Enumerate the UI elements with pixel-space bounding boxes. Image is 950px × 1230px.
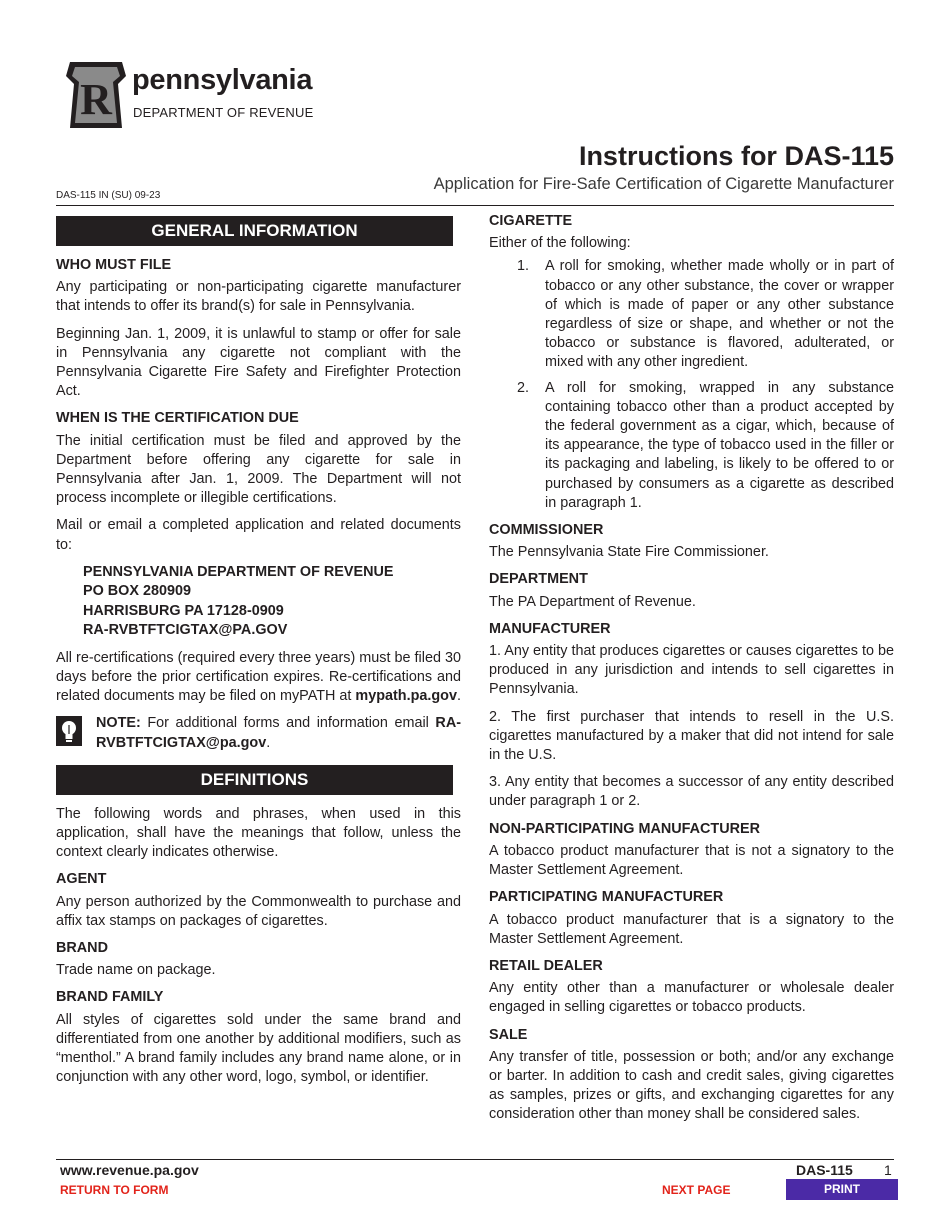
- footer-form-id: DAS-115: [796, 1162, 853, 1178]
- address-line: PENNSYLVANIA DEPARTMENT OF REVENUE: [83, 563, 394, 580]
- department-definition: The PA Department of Revenue.: [489, 593, 696, 610]
- address-line: PO BOX 280909: [83, 583, 191, 600]
- right-column: [489, 212, 894, 1133]
- who-must-file-text: Any participating or non-participating cigarette manufacturer that intends to offer its brand(s) for sale in Pennsylvania.: [56, 279, 461, 315]
- manufacturer-definition-1: 1. Any entity that produces cigarettes or causes cigarettes to be produced in any jurisdiction and intends to sell cigarettes in Pennsylvania.: [489, 643, 894, 698]
- list-item: 1. A roll for smoking, whether made wholly or in part of tobacco or any other substance, the cover or wrapper of which is made of paper or any other substance regardless of size or shape, and whether or not the tobacco or substance is flavored, adulterated, or mixed with any other ingredient.: [517, 258, 894, 371]
- mailing-address: [83, 563, 461, 641]
- recertification-text: All re-certifications (required every three years) must be filed 30 days before the prior certification expires. Re-certifications and related documents may be filed on myPATH at mypath.pa.gov.: [56, 649, 461, 705]
- form-code: DAS-115 IN (SU) 09-23: [56, 190, 161, 201]
- department-heading: DEPARTMENT: [489, 571, 588, 588]
- print-button[interactable]: PRINT: [786, 1179, 898, 1200]
- retail-dealer-definition: Any entity other than a manufacturer or wholesale dealer engaged in selling cigarettes or tobacco products.: [489, 980, 894, 1016]
- brand-family-definition: All styles of cigarettes sold under the same brand and differentiated from one another by additional modifiers, such as “menthol.” A brand family includes any brand name alone, or in conjunction with any other word, logo, symbol, or identifier.: [56, 1011, 461, 1086]
- participating-manufacturer-heading: PARTICIPATING MANUFACTURER: [489, 889, 724, 906]
- brand-heading: BRAND: [56, 940, 108, 957]
- footer-website-link[interactable]: www.revenue.pa.gov: [60, 1162, 199, 1178]
- sale-heading: SALE: [489, 1026, 528, 1043]
- cigarette-intro: Either of the following:: [489, 235, 631, 252]
- definitions-intro: The following words and phrases, when used in this application, shall have the meanings that follow, unless the context clearly indicates otherwise.: [56, 805, 461, 861]
- address-line: HARRISBURG PA 17128-0909: [83, 602, 284, 619]
- svg-text:R: R: [80, 75, 112, 124]
- definitions-banner: DEFINITIONS: [56, 765, 453, 795]
- initial-certification-text: The initial certification must be filed and approved by the Department before offering any cigarette for sale in Pennsylvania after Jan. 1, 2009. The Department will not process incomplete or illegible certifications.: [56, 432, 461, 507]
- who-must-file-heading: WHO MUST FILE: [56, 257, 172, 273]
- note-box: [56, 714, 461, 752]
- manufacturer-definition-3: 3. Any entity that becomes a successor of any entity described under paragraph 1 or 2.: [489, 774, 894, 810]
- page-subtitle: Application for Fire-Safe Certification of Cigarette Manufacturer: [433, 175, 894, 193]
- page-title: Instructions for DAS-115: [578, 141, 894, 171]
- commissioner-definition: The Pennsylvania State Fire Commissioner.: [489, 544, 769, 561]
- address-email: RA-RVBTFTCIGTAX@PA.GOV: [83, 622, 288, 639]
- mail-instructions: Mail or email a completed application and related documents to:: [56, 517, 461, 553]
- retail-dealer-heading: RETAIL DEALER: [489, 957, 603, 974]
- general-information-banner: GENERAL INFORMATION: [56, 216, 453, 246]
- manufacturer-heading: MANUFACTURER: [489, 620, 611, 637]
- certification-due-heading: WHEN IS THE CERTIFICATION DUE: [56, 410, 299, 427]
- note-email-link[interactable]: RA-RVBTFTCIGTAX@pa.gov: [96, 715, 461, 751]
- footer-divider: [56, 1159, 894, 1160]
- compliance-text: Beginning Jan. 1, 2009, it is unlawful to stamp or offer for sale in Pennsylvania any cigarette not compliant with the Pennsylvania Cigarette Fire Safety and Firefighter Protection Act.: [56, 325, 461, 400]
- header-divider: [56, 205, 894, 206]
- cigarette-heading: CIGARETTE: [489, 213, 573, 229]
- sale-definition: Any transfer of title, possession or both; and/or any exchange or barter. In addition to cash and credit sales, giving cigarettes as samples, prizes or gifts, and exchanging cigarettes for any consideration other than money shall be considered sales.: [489, 1048, 894, 1123]
- list-item: 2. A roll for smoking, wrapped in any substance containing tobacco other than a product accepted by the federal government as a cigar, which, because of its appearance, the type of tobacco used in the filler or its packaging and labeling, is likely to be offered to or purchased by consumers as a cigarette as described in paragraph 1.: [517, 379, 894, 511]
- pa-keystone-logo: [66, 62, 126, 128]
- page-number: 1: [884, 1162, 892, 1178]
- manufacturer-definition-2: 2. The first purchaser that intends to resell in the U.S. cigarettes manufactured by a maker that did not intend for sale in the U.S.: [489, 708, 894, 764]
- non-participating-manufacturer-definition: A tobacco product manufacturer that is not a signatory to the Master Settlement Agreement.: [489, 842, 894, 879]
- left-column: [56, 216, 461, 1096]
- next-page-link[interactable]: NEXT PAGE: [662, 1183, 731, 1197]
- mypath-link[interactable]: mypath.pa.gov: [355, 688, 457, 705]
- non-participating-manufacturer-heading: NON-PARTICIPATING MANUFACTURER: [489, 820, 761, 837]
- brand-family-heading: BRAND FAMILY: [56, 989, 164, 1006]
- note-text: NOTE: For additional forms and information email RA-RVBTFTCIGTAX@pa.gov.: [96, 715, 461, 751]
- commissioner-heading: COMMISSIONER: [489, 522, 604, 539]
- agency-subtitle: DEPARTMENT OF REVENUE: [133, 105, 314, 120]
- lightbulb-icon: [56, 716, 82, 746]
- agent-heading: AGENT: [56, 871, 107, 888]
- return-to-form-link[interactable]: RETURN TO FORM: [60, 1183, 169, 1197]
- participating-manufacturer-definition: A tobacco product manufacturer that is a signatory to the Master Settlement Agreement.: [489, 911, 894, 947]
- agency-name: pennsylvania: [132, 64, 313, 96]
- cigarette-definition-list: [489, 257, 894, 513]
- agent-definition: Any person authorized by the Commonwealth to purchase and affix tax stamps on packages of cigarettes.: [56, 893, 461, 929]
- brand-definition: Trade name on package.: [56, 962, 216, 979]
